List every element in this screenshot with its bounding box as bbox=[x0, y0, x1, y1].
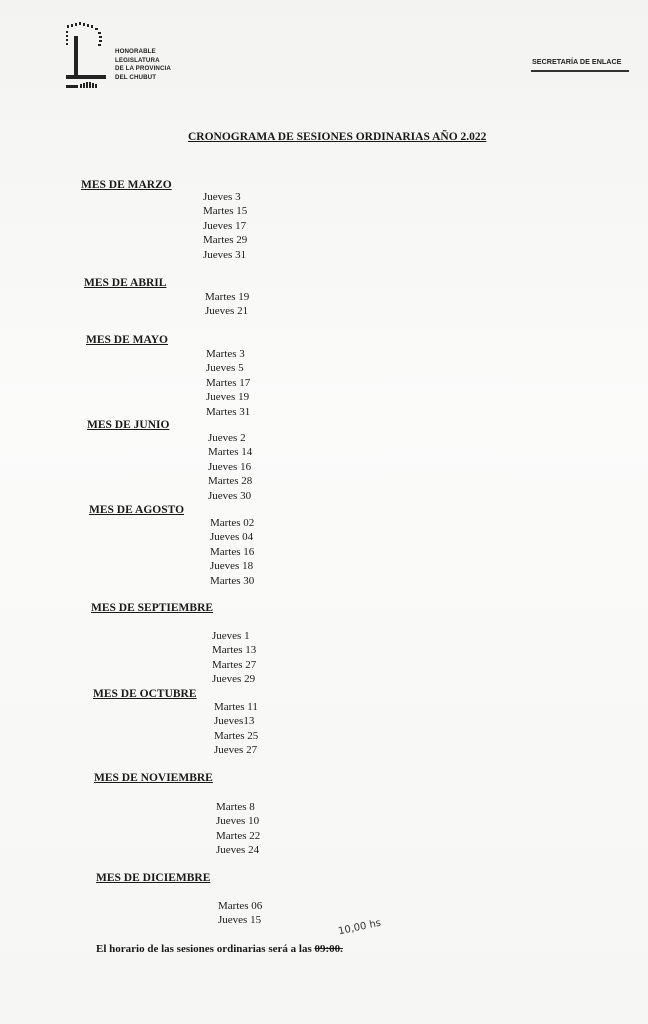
session-date: Martes 16 bbox=[210, 545, 255, 558]
month-heading-mayo: MES DE MAYO bbox=[86, 334, 168, 346]
schedule-footer-note bbox=[96, 943, 343, 955]
logo-line: DE LA PROVINCIA bbox=[115, 65, 171, 73]
month-heading-junio: MES DE JUNIO bbox=[87, 419, 170, 431]
session-date: Jueves 27 bbox=[214, 744, 258, 757]
session-date: Jueves 15 bbox=[218, 914, 262, 927]
month-dates-mayo bbox=[206, 347, 250, 419]
session-date: Jueves 19 bbox=[206, 391, 250, 404]
session-date: Martes 3 bbox=[206, 348, 245, 360]
session-date: Jueves 10 bbox=[216, 815, 260, 828]
session-date: Martes 29 bbox=[203, 234, 248, 247]
session-date: Jueves 21 bbox=[205, 305, 249, 318]
logo-line: HONORABLE bbox=[115, 48, 156, 55]
session-date: Jueves 1 bbox=[212, 630, 250, 642]
session-date: Martes 28 bbox=[208, 475, 253, 488]
month-heading-abril: MES DE ABRIL bbox=[84, 277, 167, 289]
session-date: Martes 11 bbox=[214, 701, 258, 713]
document-title: CRONOGRAMA DE SESIONES ORDINARIAS AÑO 2.022 bbox=[188, 131, 487, 143]
session-date: Jueves 30 bbox=[208, 489, 252, 502]
legislature-logo bbox=[62, 22, 182, 94]
department-label: SECRETARÍA DE ENLACE bbox=[532, 57, 622, 66]
session-date: Jueves 16 bbox=[208, 460, 252, 473]
session-date: Jueves 04 bbox=[210, 531, 254, 544]
month-dates-agosto bbox=[210, 516, 254, 588]
session-date: Martes 02 bbox=[210, 517, 255, 529]
session-date: Martes 15 bbox=[203, 205, 248, 218]
session-date: Jueves 17 bbox=[203, 219, 247, 232]
session-date: Martes 25 bbox=[214, 729, 259, 742]
month-heading-diciembre: MES DE DICIEMBRE bbox=[96, 872, 211, 884]
month-heading-marzo: MES DE MARZO bbox=[81, 179, 172, 191]
session-date: Martes 14 bbox=[208, 446, 253, 459]
month-heading-agosto: MES DE AGOSTO bbox=[89, 504, 185, 516]
session-date: Jueves 31 bbox=[203, 248, 247, 261]
session-date: Jueves 5 bbox=[206, 362, 244, 375]
session-date: Jueves 18 bbox=[210, 560, 254, 573]
session-date: Jueves 24 bbox=[216, 844, 260, 857]
struck-time: 09:00. bbox=[314, 943, 343, 955]
session-date: Martes 30 bbox=[210, 574, 255, 587]
session-date: Martes 19 bbox=[205, 291, 250, 303]
footer-text: El horario de las sesiones ordinarias será a las bbox=[96, 943, 315, 955]
department-underline bbox=[531, 70, 629, 72]
session-date: Jueves 2 bbox=[208, 432, 246, 444]
session-date: Martes 22 bbox=[216, 829, 261, 842]
month-heading-octubre: MES DE OCTUBRE bbox=[93, 688, 197, 700]
month-dates-abril bbox=[205, 290, 249, 319]
session-date: Martes 06 bbox=[218, 900, 263, 912]
session-date: Martes 27 bbox=[212, 658, 257, 671]
month-dates-marzo bbox=[203, 190, 247, 262]
session-date: Jueves 29 bbox=[212, 673, 256, 686]
handwritten-time-correction: 10,00 hs bbox=[337, 917, 383, 938]
legislature-emblem-icon bbox=[62, 22, 114, 94]
session-date: Martes 8 bbox=[216, 801, 255, 813]
month-dates-junio bbox=[208, 431, 252, 503]
logo-text bbox=[115, 48, 171, 82]
session-date: Jueves 3 bbox=[203, 191, 241, 203]
month-heading-noviembre: MES DE NOVIEMBRE bbox=[94, 772, 213, 784]
month-dates-noviembre bbox=[216, 800, 260, 858]
month-heading-septiembre: MES DE SEPTIEMBRE bbox=[91, 602, 214, 614]
logo-line: DEL CHUBUT bbox=[115, 73, 157, 81]
session-date: Martes 13 bbox=[212, 644, 257, 657]
month-dates-septiembre bbox=[212, 629, 256, 687]
session-date: Jueves13 bbox=[214, 715, 255, 728]
session-date: Martes 17 bbox=[206, 376, 251, 389]
month-dates-octubre bbox=[214, 700, 258, 758]
logo-line: LEGISLATURA bbox=[115, 56, 160, 64]
session-date: Martes 31 bbox=[206, 405, 251, 418]
month-dates-diciembre bbox=[218, 899, 262, 928]
